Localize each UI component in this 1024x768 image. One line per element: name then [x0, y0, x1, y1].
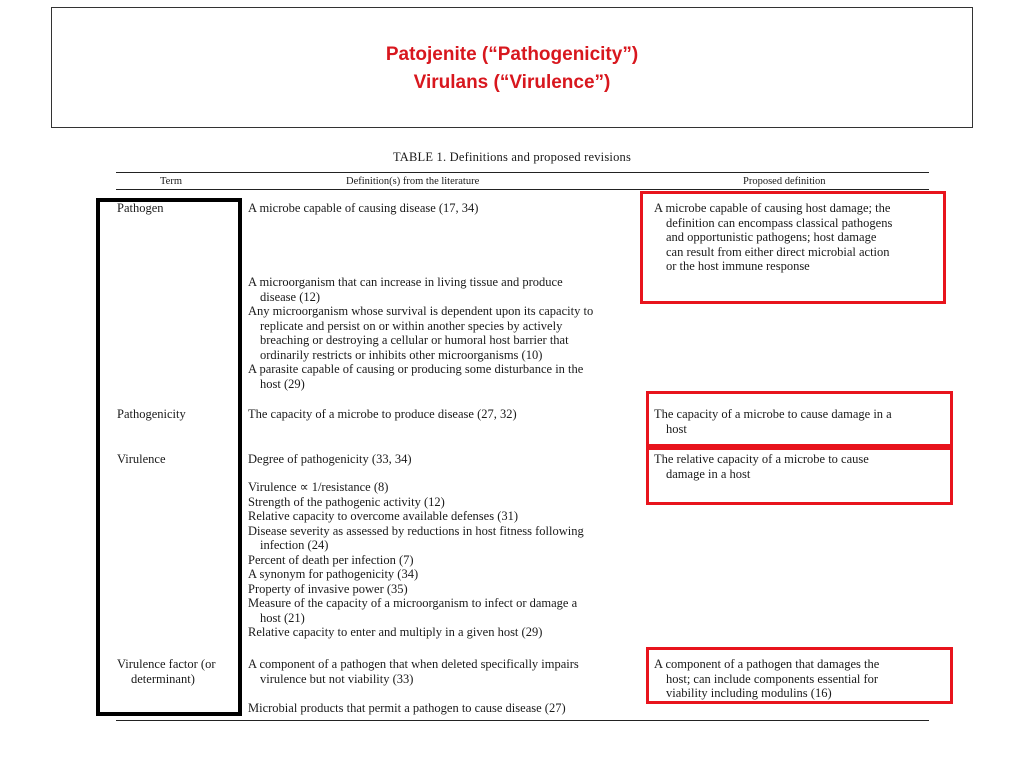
term-column-highlight — [96, 198, 242, 716]
term-line: Virulence factor (or — [117, 657, 216, 671]
definition-line: A synonym for pathogenicity (34) — [248, 567, 419, 581]
slide-title-line-1: Patojenite (“Pathogenicity”) — [385, 44, 639, 65]
proposed-line: A component of a pathogen that damages the — [654, 657, 880, 671]
definition-line: ordinarily restricts or inhibits other microorganisms (10) — [260, 347, 543, 362]
definition-line: Percent of death per infection (7) — [248, 552, 414, 567]
table-caption: TABLE 1. Definitions and proposed revisions — [392, 150, 632, 164]
proposed-line: The capacity of a microbe to cause damage in a — [654, 407, 892, 421]
definitions-pathogen-more — [248, 275, 640, 391]
definition-line: breaching or destroying a cellular or humoral host barrier that — [260, 333, 569, 347]
proposed-line: or the host immune response — [666, 259, 810, 273]
definition-line: Relative capacity to enter and multiply in a given host (29) — [248, 625, 543, 639]
proposed-line: viability including modulins (16) — [666, 686, 832, 700]
definition-line: Microbial products that permit a pathogen to cause disease (27) — [248, 701, 566, 715]
definition-line: The capacity of a microbe to produce disease (27, 32) — [248, 407, 517, 421]
proposed-line: host — [666, 421, 687, 436]
definition-line: A microorganism that can increase in living tissue and produce — [248, 275, 563, 289]
definition-line: Measure of the capacity of a microorganism to infect or damage a — [248, 596, 578, 610]
proposed-line: A microbe capable of causing host damage; the — [654, 201, 891, 215]
proposed-line: can result from either direct microbial action — [666, 244, 890, 259]
title-box — [51, 7, 973, 128]
definition-line: A microbe capable of causing disease (17, 34) — [248, 201, 479, 215]
definition-line: Disease severity as assessed by reductions in host fitness following — [248, 523, 584, 538]
definition-line: host (29) — [260, 376, 305, 391]
proposed-line: host; can include components essential for — [666, 671, 879, 686]
definitions-pathogenicity — [248, 407, 640, 422]
definitions-virulence-factor — [248, 657, 640, 686]
column-header-definitions: Definition(s) from the literature — [346, 176, 480, 187]
definition-line: disease (12) — [260, 289, 321, 304]
proposed-line: damage in a host — [666, 466, 751, 481]
proposed-line: and opportunistic pathogens; host damage — [666, 230, 877, 244]
definition-line: Virulence ∝ 1/resistance (8) — [248, 480, 389, 494]
proposed-line: The relative capacity of a microbe to cause — [654, 452, 869, 466]
definition-line: Degree of pathogenicity (33, 34) — [248, 452, 412, 466]
highlight-proposed-virulence-factor — [646, 647, 953, 704]
definition-line: Strength of the pathogenic activity (12) — [248, 494, 445, 509]
term-line: Virulence — [117, 452, 166, 466]
definition-line: A component of a pathogen that when deleted specifically impairs — [248, 657, 579, 671]
column-header-proposed: Proposed definition — [743, 176, 826, 187]
definition-line: A parasite capable of causing or producing some disturbance in the — [248, 362, 584, 376]
definition-line: Any microorganism whose survival is dependent upon its capacity to — [248, 304, 594, 318]
highlight-proposed-virulence — [646, 447, 953, 505]
definition-line: Property of invasive power (35) — [248, 581, 408, 596]
highlight-proposed-pathogen — [640, 191, 946, 304]
slide-title-line-2: Virulans (“Virulence”) — [413, 72, 611, 93]
table-bottom-rule — [116, 720, 929, 721]
definitions-pathogen — [248, 201, 640, 216]
definition-line: virulence but not viability (33) — [260, 671, 414, 686]
definitions-virulence-more — [248, 480, 640, 640]
highlight-proposed-pathogenicity — [646, 391, 953, 447]
column-header-term: Term — [160, 176, 183, 187]
term-line: determinant) — [131, 671, 195, 686]
table-header-rule — [116, 189, 929, 190]
table-top-rule — [116, 172, 929, 173]
definition-line: Relative capacity to overcome available defenses (31) — [248, 509, 519, 523]
definition-line: replicate and persist on or within another species by actively — [260, 318, 563, 333]
definitions-virulence — [248, 452, 640, 467]
definition-line: infection (24) — [260, 538, 329, 552]
definitions-virulence-factor-more — [248, 701, 640, 716]
definition-line: host (21) — [260, 610, 305, 625]
term-line: Pathogen — [117, 201, 164, 215]
proposed-line: definition can encompass classical pathogens — [666, 215, 893, 230]
term-line: Pathogenicity — [117, 407, 186, 421]
